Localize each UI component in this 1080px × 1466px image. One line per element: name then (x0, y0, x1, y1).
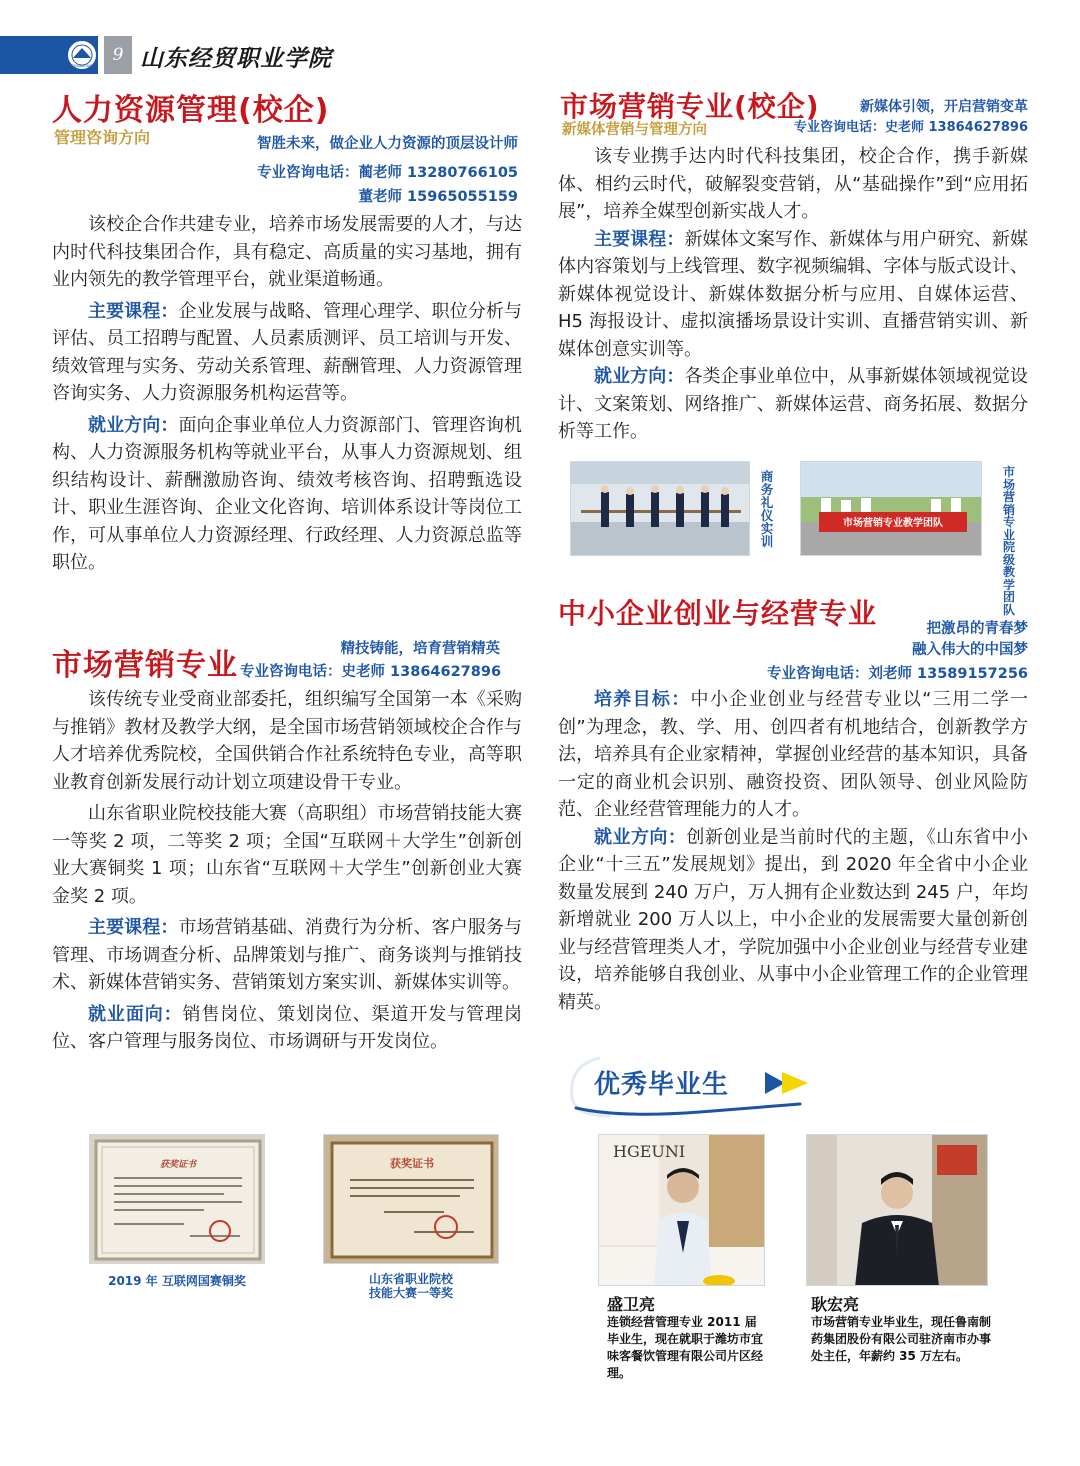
certificate-photo-2 (323, 1134, 499, 1264)
hr-jobs (52, 412, 522, 577)
mk2-jobs-text: 各类企事业单位中，从事新媒体领域视觉设计、文案策划、网络推广、新媒体运营、商务拓展、数据分析等工作。 (558, 366, 1029, 442)
sme-goal-text: 中小企业创业与经营专业以“三用二学一创”为理念，教、学、用、创四者有机地结合，创新教学方法，培养具有企业家精神，掌握创业经营的基本知识，具备一定的商业机会识别、融资投资、团队领导、创业风险防范、企业经营管理能力的人才。 (558, 689, 1029, 820)
sme-jobs (558, 824, 1028, 1017)
sme-title: 中小企业创业与经营专业 (558, 597, 878, 630)
hr-contact-1: 专业咨询电话：蔺老师 13280766105 (256, 165, 518, 181)
hr-slogan: 智胜未来，做企业人力资源的顶层设计师 (257, 136, 518, 152)
hr-body (52, 211, 522, 577)
mk-slogan: 精技铸能，培育营销精英 (340, 641, 500, 657)
graduates-heading: 优秀毕业生 (594, 1070, 730, 1100)
mk-awards: 山东省职业院校技能大赛（高职组）市场营销技能大赛一等奖 2 项，二等奖 2 项；全国“互联网＋大学生”创新创业大赛铜奖 1 项；山东省“互联网＋大学生”创新创业大赛金奖 2 项。 (52, 803, 522, 907)
mk-body (52, 686, 522, 1056)
mk-jobs-text: 销售岗位、策划岗位、渠道开发与管理岗位、客户管理与服务岗位、市场调研与开发岗位。 (52, 1003, 522, 1052)
graduate-desc-2: 市场营销专业毕业生，现任鲁南制药集团股份有限公司驻济南市办事处主任，年薪约 35 万左右。 (811, 1315, 992, 1363)
etiquette-training-photo (570, 461, 750, 556)
mk2-jobs (558, 363, 1028, 446)
teaching-team-label: 市场营销专业院级教学团队 (1002, 465, 1015, 617)
etiquette-training-label: 商务礼仪实训 (760, 469, 774, 549)
certificate-caption-2-line2: 技能大赛一等奖 (368, 1286, 453, 1300)
graduate-photo-1 (598, 1134, 765, 1286)
hr-direction: 管理咨询方向 (54, 128, 151, 147)
certificate-caption-1: 2019 年 互联网国赛铜奖 (108, 1274, 246, 1288)
mk-courses-label: 主要课程： (88, 917, 179, 938)
sme-contact: 专业咨询电话：刘老师 13589157256 (766, 666, 1028, 682)
hr-jobs-label: 就业方向： (88, 414, 179, 436)
hr-intro: 该校企合作共建专业，培养市场发展需要的人才，与达内时代科技集团合作，具有稳定、高质量的实习基地，拥有业内领先的教学管理平台，就业渠道畅通。 (52, 214, 522, 290)
school-name: 山东经贸职业学院 (140, 45, 332, 72)
hr-title: 人力资源管理(校企) (52, 93, 330, 128)
mk-courses (52, 914, 522, 997)
mk2-courses-label: 主要课程： (594, 228, 685, 250)
svg-text:获奖证书: 获奖证书 (390, 1157, 434, 1170)
mk2-courses (558, 226, 1028, 364)
sme-jobs-text: 创新创业是当前时代的主题，《山东省中小企业“十三五”发展规划》提出，到 2020 年全省中小企业数量发展到 240 万户，万人拥有企业数达到 245 户，年均新增就业 200 万人以上，中小企业的发展需要大量创新创业与经营管理类人才，学院加强中小企业创业与经营专业建设，培养能够自我创业、从事中小企业管理工作的企业管理精英。 (558, 826, 1029, 1013)
svg-text:SHANDONG: SHANDONG (71, 64, 93, 68)
sme-slogan-1: 把激昂的青春梦 (926, 621, 1028, 637)
hr-jobs-text: 面向企事业单位人力资源部门、管理咨询机构、人力资源服务机构等就业平台，从事人力资源规划、组织结构设计、薪酬激励咨询、绩效考核咨询、招聘甄选设计、职业生涯咨询、企业文化咨询、培训体系设计等岗位工作，可从事单位人力资源经理、行政经理、人力资源总监等职位。 (52, 414, 523, 573)
mk2-direction: 新媒体营销与管理方向 (562, 122, 707, 138)
sme-slogan-2: 融入伟大的中国梦 (912, 642, 1028, 658)
mk2-slogan: 新媒体引领，开启营销变革 (860, 99, 1028, 115)
graduate-desc-1: 连锁经营管理专业 2011 届毕业生，现在就职于潍坊市宜味客餐饮管理有限公司片区经理。 (607, 1315, 764, 1380)
hr-courses (52, 298, 522, 408)
mk2-intro: 该专业携手达内时代科技集团，校企合作，携手新媒体、相约云时代，破解裂变营销，从“基础操作”到“应用拓展”，培养全媒型创新实战人才。 (558, 146, 1028, 222)
certificate-caption-2-line1: 山东省职业院校 (368, 1272, 453, 1286)
svg-text:HGEUNI: HGEUNI (613, 1142, 686, 1161)
mk-intro: 该传统专业受商业部委托，组织编写全国第一本《采购与推销》教材及教学大纲，是全国市场营销领域校企合作与人才培养优秀院校，全国供销合作社系统特色专业，高等职业教育创新发展行动计划立项建设骨干专业。 (52, 689, 522, 793)
hr-contact-2: 董老师 15965055159 (358, 189, 518, 205)
mk-courses-text: 市场营销基础、消费行为分析、客户服务与管理、市场调查分析、品牌策划与推广、商务谈判与推销技术、新媒体营销实务、营销策划方案实训、新媒体实训等。 (52, 917, 523, 993)
sme-goal (558, 686, 1028, 824)
svg-text:获奖证书: 获奖证书 (159, 1160, 197, 1170)
mk2-contact: 专业咨询电话：史老师 13864627896 (793, 120, 1028, 135)
certificate-photo-1 (89, 1134, 265, 1264)
graduate-name-1: 盛卫亮 (607, 1295, 656, 1314)
mk2-body (558, 143, 1028, 446)
mk-contact: 专业咨询电话：史老师 13864627896 (240, 664, 502, 680)
sme-goal-label: 培养目标： (594, 689, 691, 710)
school-logo-icon (62, 36, 102, 74)
page-number: 9 (104, 36, 132, 74)
mk2-title: 市场营销专业(校企) (560, 90, 820, 123)
sme-jobs-label: 就业方向： (594, 826, 687, 848)
hr-courses-label: 主要课程： (88, 300, 179, 322)
graduate-photo-2 (806, 1134, 988, 1286)
sme-body (558, 686, 1028, 1016)
mk-jobs-label: 就业面向： (88, 1003, 183, 1025)
hr-courses-text: 企业发展与战略、管理心理学、职位分析与评估、员工招聘与配置、人员素质测评、员工培训与开发、绩效管理与实务、劳动关系管理、薪酬管理、人力资源管理咨询实务、人力资源服务机构运营等。 (52, 300, 523, 404)
mk2-jobs-label: 就业方向： (594, 366, 685, 387)
mk2-courses-text: 新媒体文案写作、新媒体与用户研究、新媒体内容策划与上线管理、数字视频编辑、字体与版式设计、新媒体视觉设计、新媒体数据分析与应用、自媒体运营、H5 海报设计、虚拟演播场景设计实训、直播营销实训、新媒体创意实训等。 (558, 228, 1029, 360)
teaching-team-photo (800, 461, 982, 556)
graduate-name-2: 耿宏亮 (811, 1295, 860, 1314)
mk-jobs (52, 1001, 522, 1056)
mk-title: 市场营销专业 (52, 648, 238, 683)
certificate-caption-2 (323, 1272, 499, 1300)
svg-text:市场营销专业教学团队: 市场营销专业教学团队 (843, 518, 943, 529)
